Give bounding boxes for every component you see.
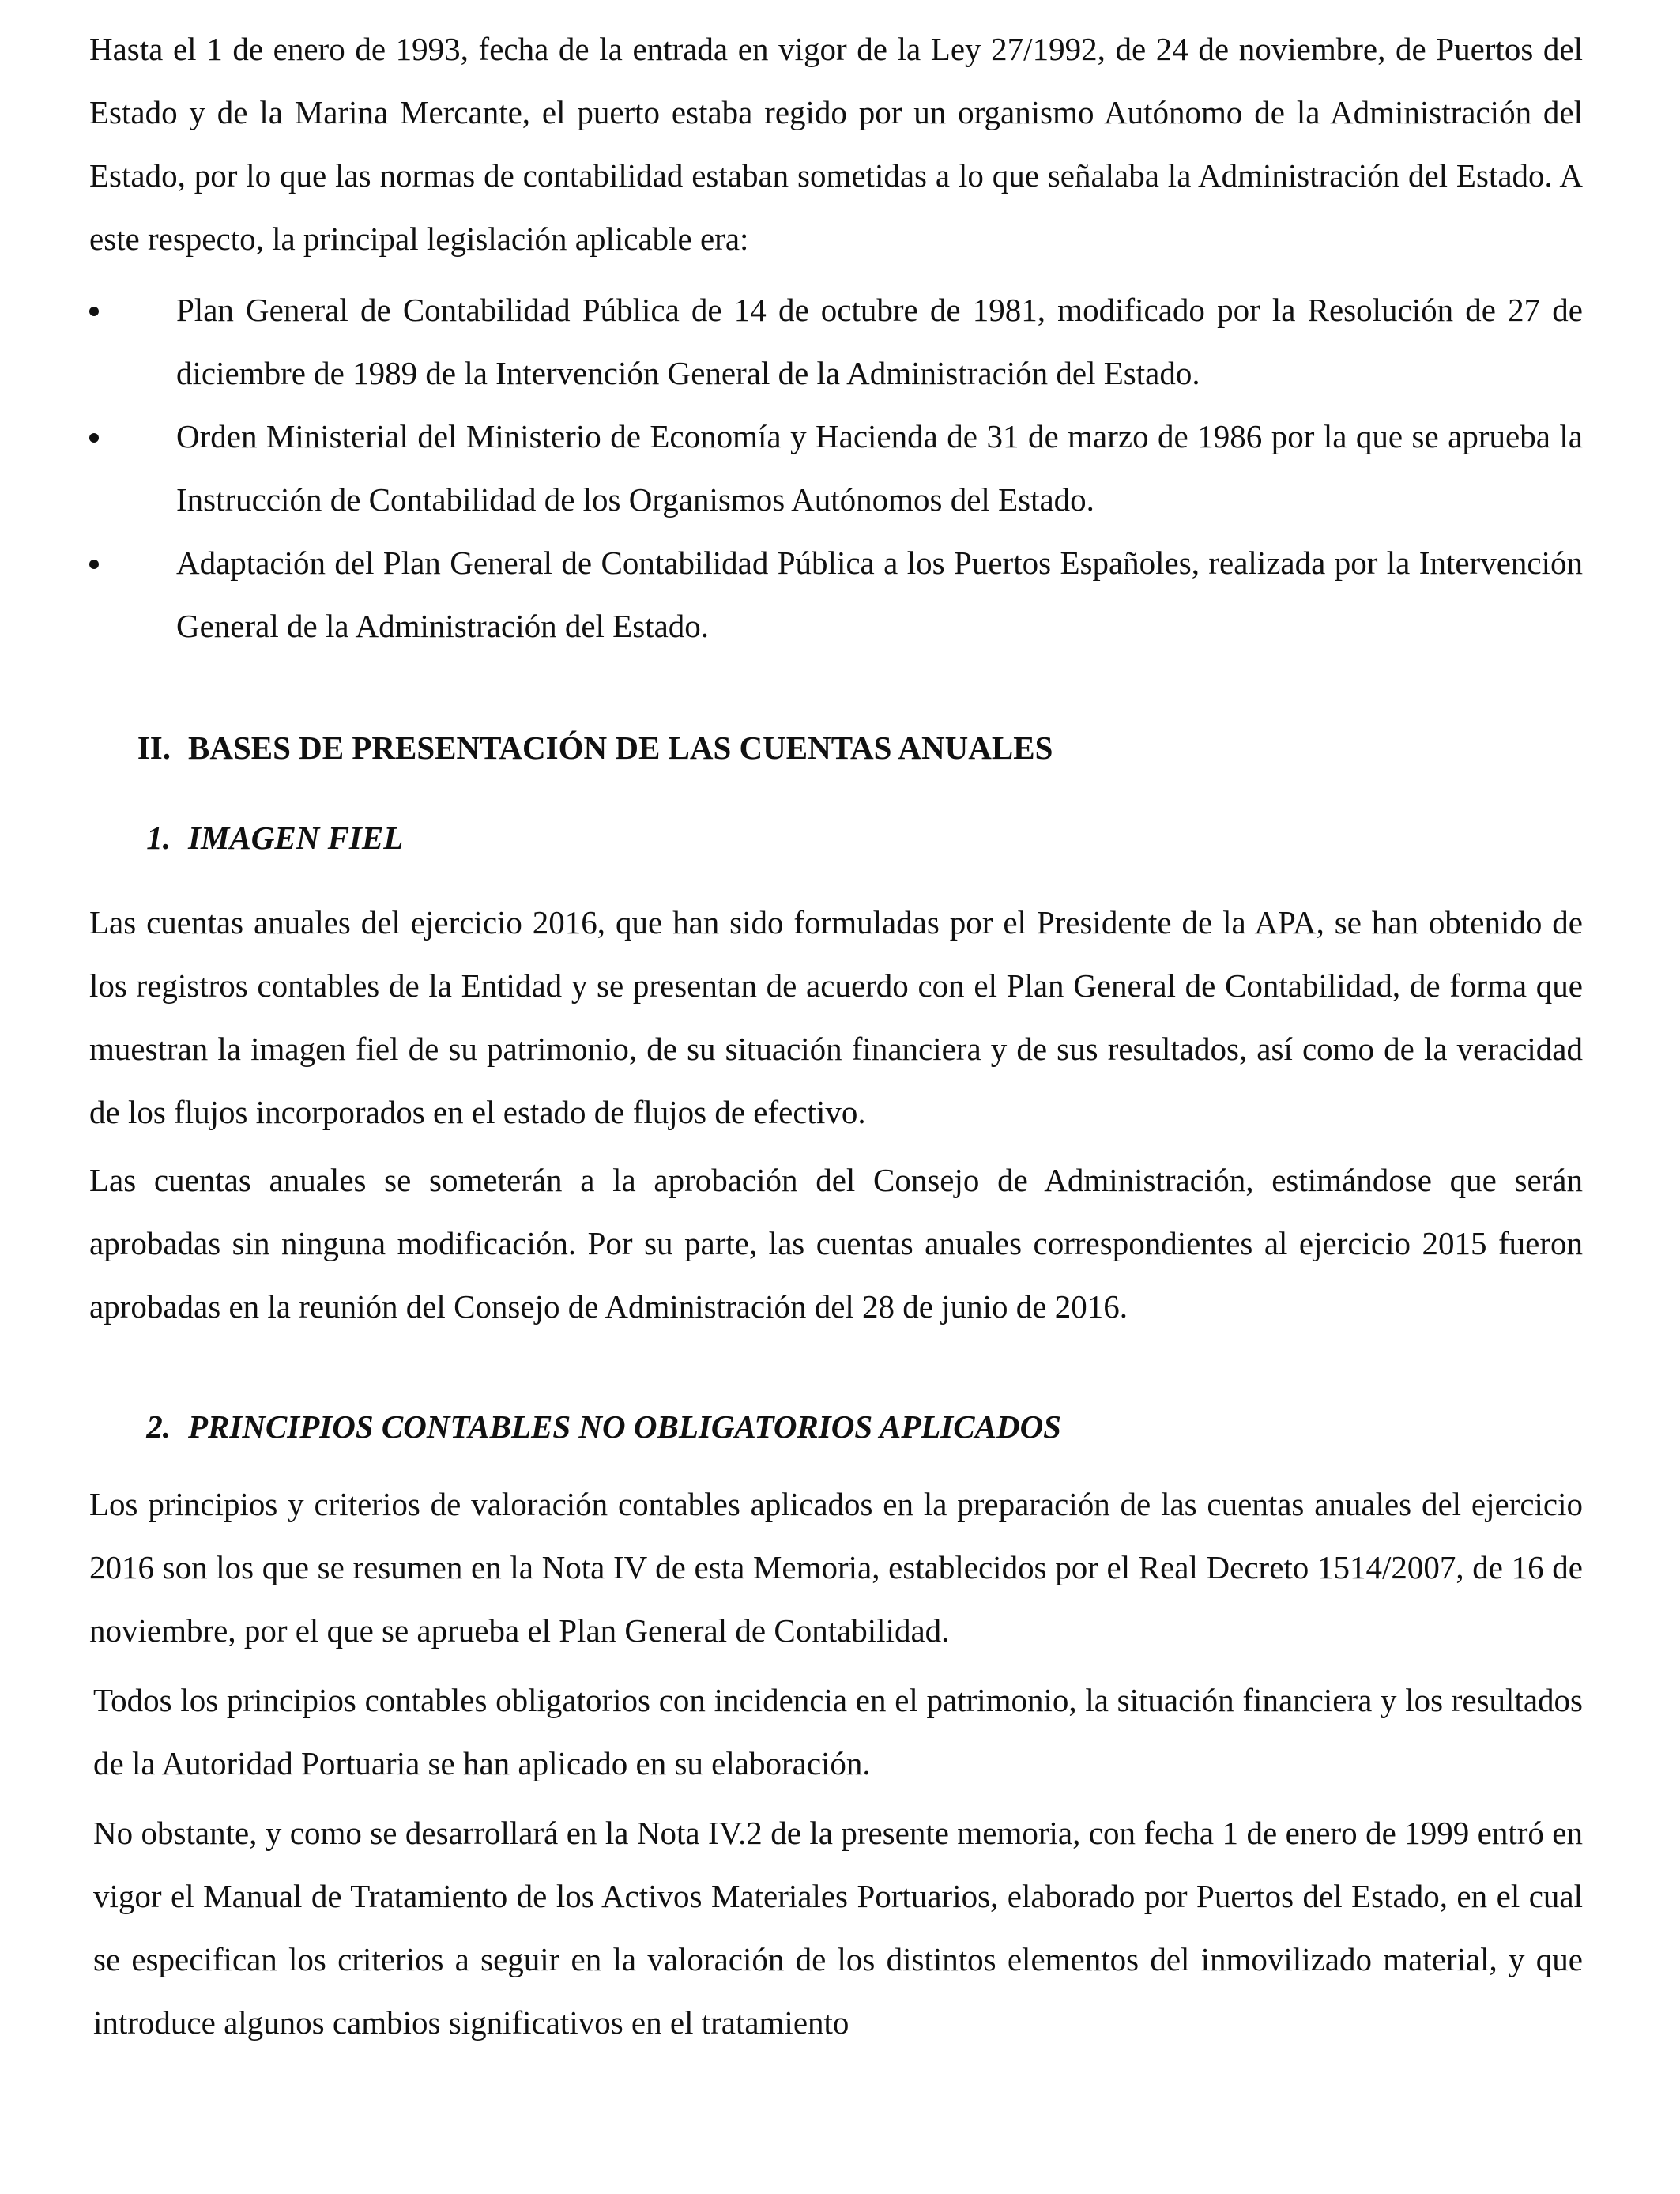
bullet-icon [89, 560, 99, 569]
section-number: II. [137, 729, 171, 766]
legislation-list [89, 278, 1583, 658]
section-heading-ii [89, 724, 1583, 771]
subsection-heading-1 [89, 814, 1583, 861]
sub1-paragraph-1: Las cuentas anuales del ejercicio 2016, que han sido formuladas por el Presidente de la APA, se han obtenido de los registros contables de la Entidad y se presentan de acuerdo con el Plan General de Contabilidad, de forma que muestran la imagen fiel de su patrimonio, de su situación financiera y de sus resultados, así como de la veracidad de los flujos incorporados en el estado de flujos de efectivo. [89, 904, 1583, 1130]
sub2-paragraph-1: Los principios y criterios de valoración contables aplicados en la preparación de las cuentas anuales del ejercicio 2016 son los que se resumen en la Nota IV de esta Memoria, establecidos por el Real Decreto 1514/2007, de 16 de noviembre, por el que se aprueba el Plan General de Contabilidad. [89, 1486, 1583, 1649]
list-item-text: Orden Ministerial del Ministerio de Economía y Hacienda de 31 de marzo de 1986 por la que se aprueba la Instrucción de Contabilidad de los Organismos Autónomos del Estado. [176, 418, 1583, 518]
sub2-paragraph-3: No obstante, y como se desarrollará en la Nota IV.2 de la presente memoria, con fecha 1 de enero de 1999 entró en vigor el Manual de Tratamiento de los Activos Materiales Portuarios, elaborado por Puertos del Estado, en el cual se especifican los criterios a seguir en la valoración de los distintos elementos del inmovilizado material, y que introduce algunos cambios significativos en el tratamiento [93, 1815, 1583, 2041]
document-page [89, 17, 1583, 2054]
list-item-text: Adaptación del Plan General de Contabilidad Pública a los Puertos Españoles, realizada por la Intervención General de la Administración del Estado. [176, 545, 1583, 644]
list-item-text: Plan General de Contabilidad Pública de 14 de octubre de 1981, modificado por la Resolución de 27 de diciembre de 1989 de la Intervención General de la Administración del Estado. [176, 292, 1583, 391]
subsection-title: IMAGEN FIEL [188, 820, 404, 856]
bullet-icon [89, 307, 99, 316]
subsection-title: PRINCIPIOS CONTABLES NO OBLIGATORIOS APLICADOS [188, 1408, 1061, 1445]
sub2-paragraph-2: Todos los principios contables obligatorios con incidencia en el patrimonio, la situación financiera y los resultados de la Autoridad Portuaria se han aplicado en su elaboración. [93, 1682, 1583, 1781]
list-item [89, 405, 1583, 531]
subsection-number: 1. [146, 820, 171, 856]
section-title: BASES DE PRESENTACIÓN DE LAS CUENTAS ANUALES [188, 729, 1053, 766]
list-item [89, 278, 1583, 405]
sub1-paragraph-2: Las cuentas anuales se someterán a la aprobación del Consejo de Administración, estimándose que serán aprobadas sin ninguna modificación. Por su parte, las cuentas anuales correspondientes al ejercicio 2015 fueron aprobadas en la reunión del Consejo de Administración del 28 de junio de 2016. [89, 1162, 1583, 1325]
subsection-number: 2. [146, 1408, 171, 1445]
subsection-heading-2 [89, 1403, 1583, 1450]
bullet-icon [89, 433, 99, 443]
list-item [89, 531, 1583, 658]
intro-paragraph: Hasta el 1 de enero de 1993, fecha de la entrada en vigor de la Ley 27/1992, de 24 de noviembre, de Puertos del Estado y de la Marina Mercante, el puerto estaba regido por un organismo Autónomo de la Administración del Estado, por lo que las normas de contabilidad estaban sometidas a lo que señalaba la Administración del Estado. A este respecto, la principal legislación aplicable era: [89, 31, 1583, 257]
